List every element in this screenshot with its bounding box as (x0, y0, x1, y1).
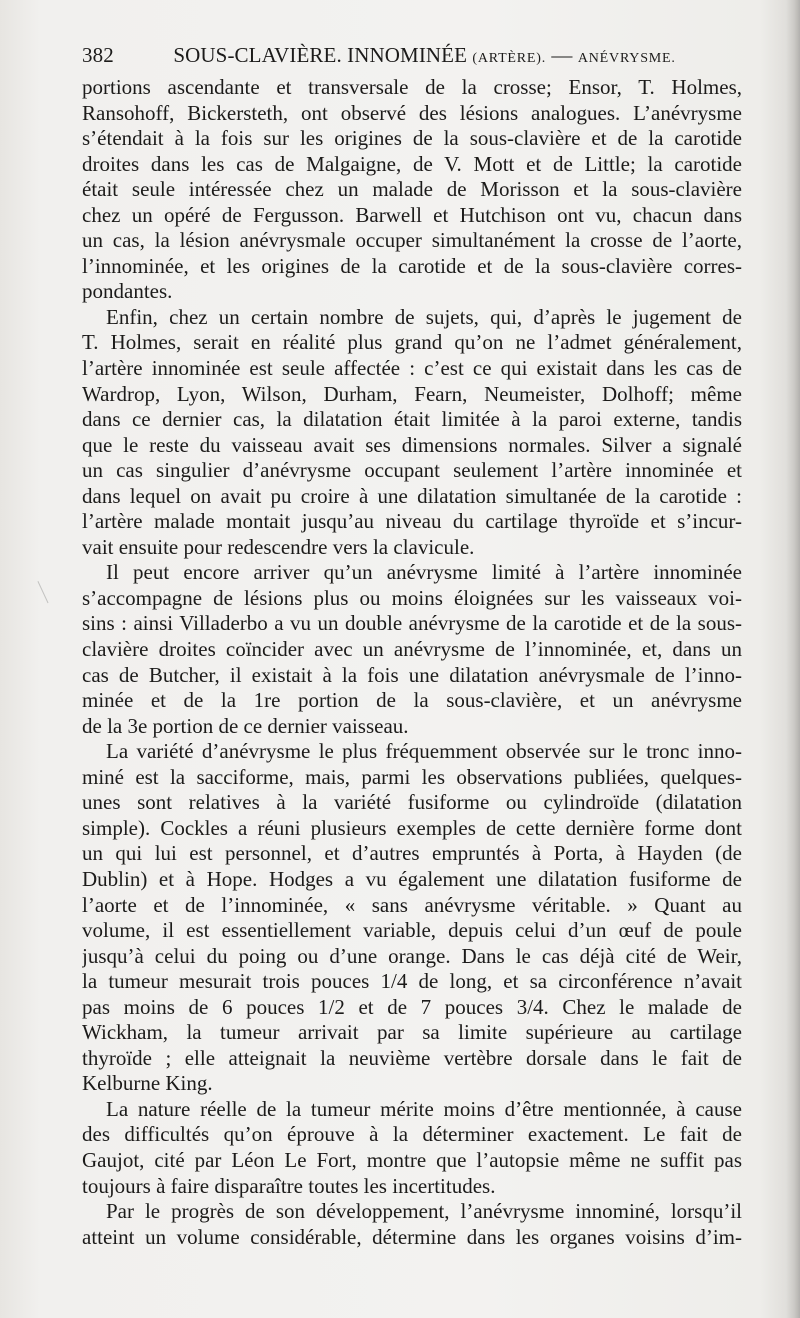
text-line: un cas, la lésion anévrysmale occuper simultanément la crosse de l’aorte, (82, 228, 742, 253)
running-head (82, 40, 742, 70)
text-line: T. Holmes, serait en réalité plus grand qu’on ne l’admet généralement, (82, 330, 742, 355)
text-line: La variété d’anévrysme le plus fréquemment observée sur le tronc inno- (106, 739, 742, 764)
text-line: simple). Cockles a réuni plusieurs exemples de cette dernière forme dont (82, 815, 742, 840)
text-line: miné est la sacciforme, mais, parmi les observations publiées, quelques- (82, 764, 742, 789)
text-line: Ransohoff, Bickersteth, ont observé des lésions analogues. L’anévrysme (82, 100, 742, 125)
text-line: était seule intéressée chez un malade de Morisson et la sous-clavière (82, 177, 742, 202)
text-line: Dublin) et à Hope. Hodges a vu également une dilatation fusiforme de (82, 866, 742, 891)
header-title: SOUS-CLAVIÈRE. INNOMINÉE (173, 43, 468, 67)
margin-mark (37, 577, 57, 603)
text-line: un qui lui est personnel, et d’autres empruntés à Porta, à Hayden (de (82, 841, 742, 866)
text-line: minée et de la 1re portion de la sous-clavière, et un anévrysme (82, 688, 742, 713)
text-line: Kelburne King. (82, 1071, 213, 1096)
text-line: cas de Butcher, il existait à la fois une dilatation anévrysmale de l’inno- (82, 662, 742, 687)
text-line: Enfin, chez un certain nombre de sujets, qui, d’après le jugement de (106, 304, 742, 329)
text-line: Gaujot, cité par Léon Le Fort, montre que l’autopsie même ne suffit pas (82, 1147, 742, 1172)
text-line: unes sont relatives à la variété fusiforme ou cylindroïde (dilatation (82, 790, 742, 815)
text-line: l’artère malade montait jusqu’au niveau du cartilage thyroïde et s’incur- (82, 509, 742, 534)
text-line: atteint un volume considérable, détermine dans les organes voisins d’im- (82, 1224, 742, 1249)
text-line: sins : ainsi Villaderbo a vu un double anévrysme de la carotide et de la sous- (82, 611, 742, 636)
text-line: de la 3e portion de ce dernier vaisseau. (82, 713, 409, 738)
text-line: l’innominée, et les origines de la carotide et de la sous-clavière corres- (82, 253, 742, 278)
text-line: la tumeur mesurait trois pouces 1/4 de long, et sa circonférence n’avait (82, 969, 742, 994)
text-line: que le reste du vaisseau avait ses dimensions normales. Silver a signalé (82, 432, 742, 457)
text-line: Par le progrès de son développement, l’anévrysme innominé, lorsqu’il (106, 1199, 742, 1224)
text-line: dans lequel on avait pu croire à une dilatation simultanée de la carotide : (82, 483, 742, 508)
text-line: s’étendait à la fois sur les origines de la sous-clavière et de la carotide (82, 126, 742, 151)
text-line: pas moins de 6 pouces 1/2 et de 7 pouces 3/4. Chez le malade de (82, 994, 742, 1019)
body-text (82, 75, 742, 1250)
page-number: 382 (82, 43, 114, 67)
header-topic: ANÉVRYSME. (577, 51, 676, 66)
text-line: s’accompagne de lésions plus ou moins éloignées sur les vaisseaux voi- (82, 585, 742, 610)
text-line: des difficultés qu’on éprouve à la déterminer exactement. Le fait de (82, 1122, 742, 1147)
text-line: droites dans les cas de Malgaigne, de V. Mott et de Little; la carotide (82, 151, 742, 176)
text-line: La nature réelle de la tumeur mérite moins d’être mentionnée, à cause (106, 1096, 742, 1121)
text-line: chez un opéré de Fergusson. Barwell et Hutchison ont vu, chacun dans (82, 202, 742, 227)
text-line: un cas singulier d’anévrysme occupant seulement l’artère innominée et (82, 458, 742, 483)
text-line: Wardrop, Lyon, Wilson, Durham, Fearn, Neumeister, Dolhoff; même (82, 381, 742, 406)
text-line: jusqu’à celui du poing ou d’une orange. Dans le cas déjà cité de Weir, (82, 943, 742, 968)
text-line: Il peut encore arriver qu’un anévrysme limité à l’artère innominée (106, 560, 742, 585)
text-line: portions ascendante et transversale de la crosse; Ensor, T. Holmes, (82, 75, 742, 99)
header-artery: (ARTÈRE). (472, 51, 547, 66)
text-line: l’artère innominée est seule affectée : c’est ce qui existait dans les cas de (82, 356, 742, 381)
text-line: thyroïde ; elle atteignait la neuvième vertèbre dorsale dans le fait de (82, 1045, 742, 1070)
text-line: vait ensuite pour redescendre vers la clavicule. (82, 534, 475, 559)
text-line: volume, il est essentiellement variable, depuis celui d’un œuf de poule (82, 918, 742, 943)
text-line: Wickham, la tumeur arrivait par sa limite supérieure au cartilage (82, 1020, 742, 1045)
header-dash: — (551, 43, 573, 67)
page-edge-shadow (786, 0, 800, 1318)
text-line: toujours à faire disparaître toutes les incertitudes. (82, 1173, 496, 1198)
text-line: l’aorte et de l’innominée, « sans anévrysme véritable. » Quant au (82, 892, 742, 917)
text-line: pondantes. (82, 279, 173, 304)
text-line: dans ce dernier cas, la dilatation était limitée à la paroi externe, tandis (82, 407, 742, 432)
text-line: clavière droites coïncider avec un anévrysme de l’innominée, et, dans un (82, 637, 742, 662)
